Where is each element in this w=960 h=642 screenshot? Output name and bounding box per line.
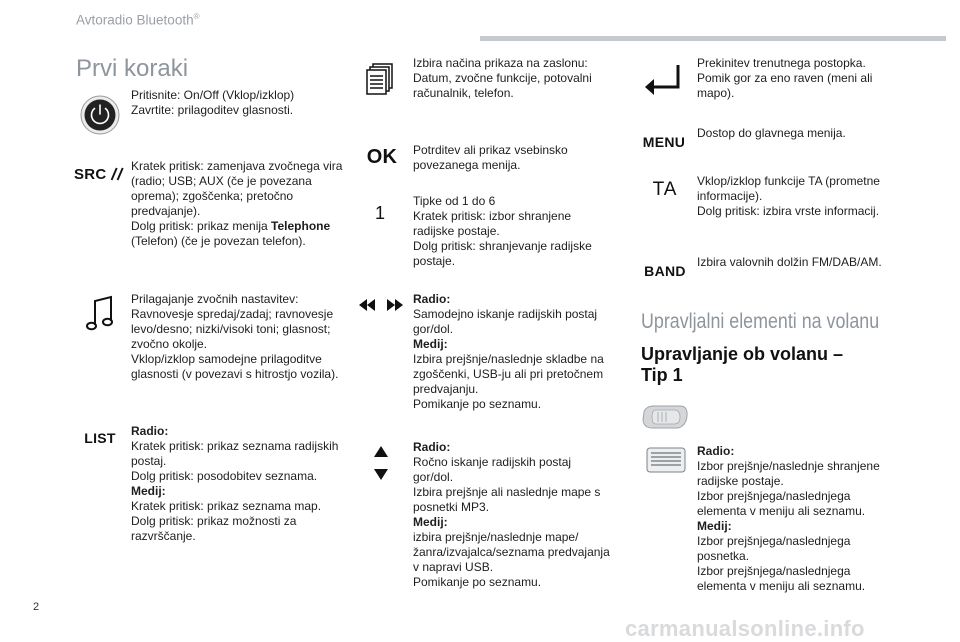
ta-description: Vklop/izklop funkcije TA (prometne informacije). Dolg pritisk: izbira vrste informacij.: [697, 174, 880, 218]
ok-description: Potrditev ali prikaz vsebinsko povezanega menija.: [413, 143, 568, 172]
list-radio-heading: Radio:: [131, 424, 169, 438]
updown-media-heading: Medij:: [413, 515, 448, 529]
src-description: [131, 159, 346, 249]
src-text-b: (Telefon) (če je povezan telefon).: [131, 234, 306, 248]
updown-description: [413, 440, 613, 590]
menu-description: Dostop do glavnega menija.: [697, 126, 846, 140]
running-header-text: Avtoradio Bluetooth: [76, 12, 194, 28]
section-title: Prvi koraki: [76, 55, 189, 82]
watermark-footer: carmanualsonline.info: [625, 616, 865, 641]
src-button-icon: [74, 163, 124, 185]
wheel-media-text: Izbor prejšnjega/naslednjega posnetka. Izbor prejšnjega/naslednjega elementa v meniju ali seznamu.: [697, 534, 866, 593]
ok-button-icon: [364, 145, 400, 169]
src-text-a: Kratek pritisk: zamenjava zvočnega vira (radio; USB; AUX (če je povezana oprema); zgoščenka; pretočno predvajanje). Dolg pritisk: prikaz menija: [131, 159, 343, 233]
steering-controls-subtitle: Upravljanje ob volanu – Tip 1: [641, 344, 844, 385]
scroll-wheel-icon: [646, 447, 686, 473]
wheel-media-heading: Medij:: [697, 519, 732, 533]
wheel-description: [697, 444, 897, 594]
list-radio-text: Kratek pritisk: prikaz seznama radijskih postaj. Dolg pritisk: posodobitev seznama.: [131, 439, 339, 483]
music-note-icon: [82, 294, 118, 334]
power-description: Pritisnite: On/Off (Vklop/izklop) Zavrtite: prilagoditev glasnosti.: [131, 88, 295, 117]
steering-controls-title: Upravljalni elementi na volanu: [641, 310, 880, 333]
page-number: 2: [33, 601, 40, 613]
list-media-text: Kratek pritisk: prikaz seznama map. Dolg pritisk: prikaz možnosti za razvrščanje.: [131, 499, 322, 543]
display-mode-icon: [366, 62, 394, 96]
src-text-bold: Telephone: [271, 219, 331, 233]
display-mode-description: Izbira načina prikaza na zaslonu: Datum, zvočne funkcije, potovalni računalnik, telefon.: [413, 56, 592, 100]
preset-label: 1: [374, 202, 385, 223]
wheel-radio-heading: Radio:: [697, 444, 735, 458]
ta-button-icon: [650, 178, 680, 202]
preset-description: Tipke od 1 do 6 Kratek pritisk: izbor shranjene radijske postaje. Dolg pritisk: shranjevanje radijske postaje.: [413, 194, 592, 268]
seek-radio-text: Samodejno iskanje radijskih postaj gor/dol.: [413, 307, 598, 336]
seek-description: [413, 292, 618, 412]
updown-radio-text: Ročno iskanje radijskih postaj gor/dol. Izbira prejšnje ali naslednje mape s posnetki MP3.: [413, 455, 601, 514]
running-header: [76, 12, 200, 28]
src-label: SRC: [74, 165, 107, 183]
up-down-arrows-icon: [372, 446, 390, 480]
preset-button-icon: [370, 202, 390, 224]
telephone-slash-icon: [109, 165, 124, 183]
seek-radio-heading: Radio:: [413, 292, 451, 306]
audio-settings-description: Prilagajanje zvočnih nastavitev: Ravnovesje spredaj/zadaj; ravnovesje levo/desno; nizki/visoki toni; glasnost; zvočno okolje. Vklop/izklop samodejne prilagoditve glasnosti (v povezavi s hitrostjo vozila).: [131, 292, 339, 381]
back-arrow-icon: [643, 62, 683, 98]
updown-media-text: izbira prejšnje/naslednje mape/žanra/izvajalca/seznama predvajanja v napravi USB. Pomikanje po seznamu.: [413, 530, 610, 589]
ta-label: TA: [652, 179, 678, 200]
band-description: Izbira valovnih dolžin FM/DAB/AM.: [697, 255, 882, 269]
band-label: BAND: [644, 263, 686, 279]
header-rule: [480, 36, 946, 41]
list-button-icon: [78, 428, 122, 448]
menu-button-icon: [640, 132, 688, 152]
list-label: LIST: [84, 430, 116, 446]
registered-mark: ®: [193, 12, 200, 21]
updown-radio-heading: Radio:: [413, 440, 451, 454]
list-description: [131, 424, 346, 544]
band-button-icon: [641, 261, 689, 281]
wheel-radio-text: Izbor prejšnje/naslednje shranjene radijske postaje. Izbor prejšnjega/naslednjega elementa v meniju ali seznamu.: [697, 459, 880, 518]
power-knob-icon: [79, 94, 121, 136]
ok-label: OK: [366, 145, 398, 168]
list-media-heading: Medij:: [131, 484, 166, 498]
steering-control-stalk-icon: [640, 402, 690, 432]
seek-buttons-icon: [359, 296, 403, 314]
seek-media-heading: Medij:: [413, 337, 448, 351]
seek-media-text: Izbira prejšnje/naslednje skladbe na zgoščenki, USB-ju ali pri pretočnem predvajanju. Pomikanje po seznamu.: [413, 352, 604, 411]
menu-label: MENU: [642, 134, 686, 150]
back-description: Prekinitev trenutnega postopka. Pomik gor za eno raven (meni ali mapo).: [697, 56, 873, 100]
